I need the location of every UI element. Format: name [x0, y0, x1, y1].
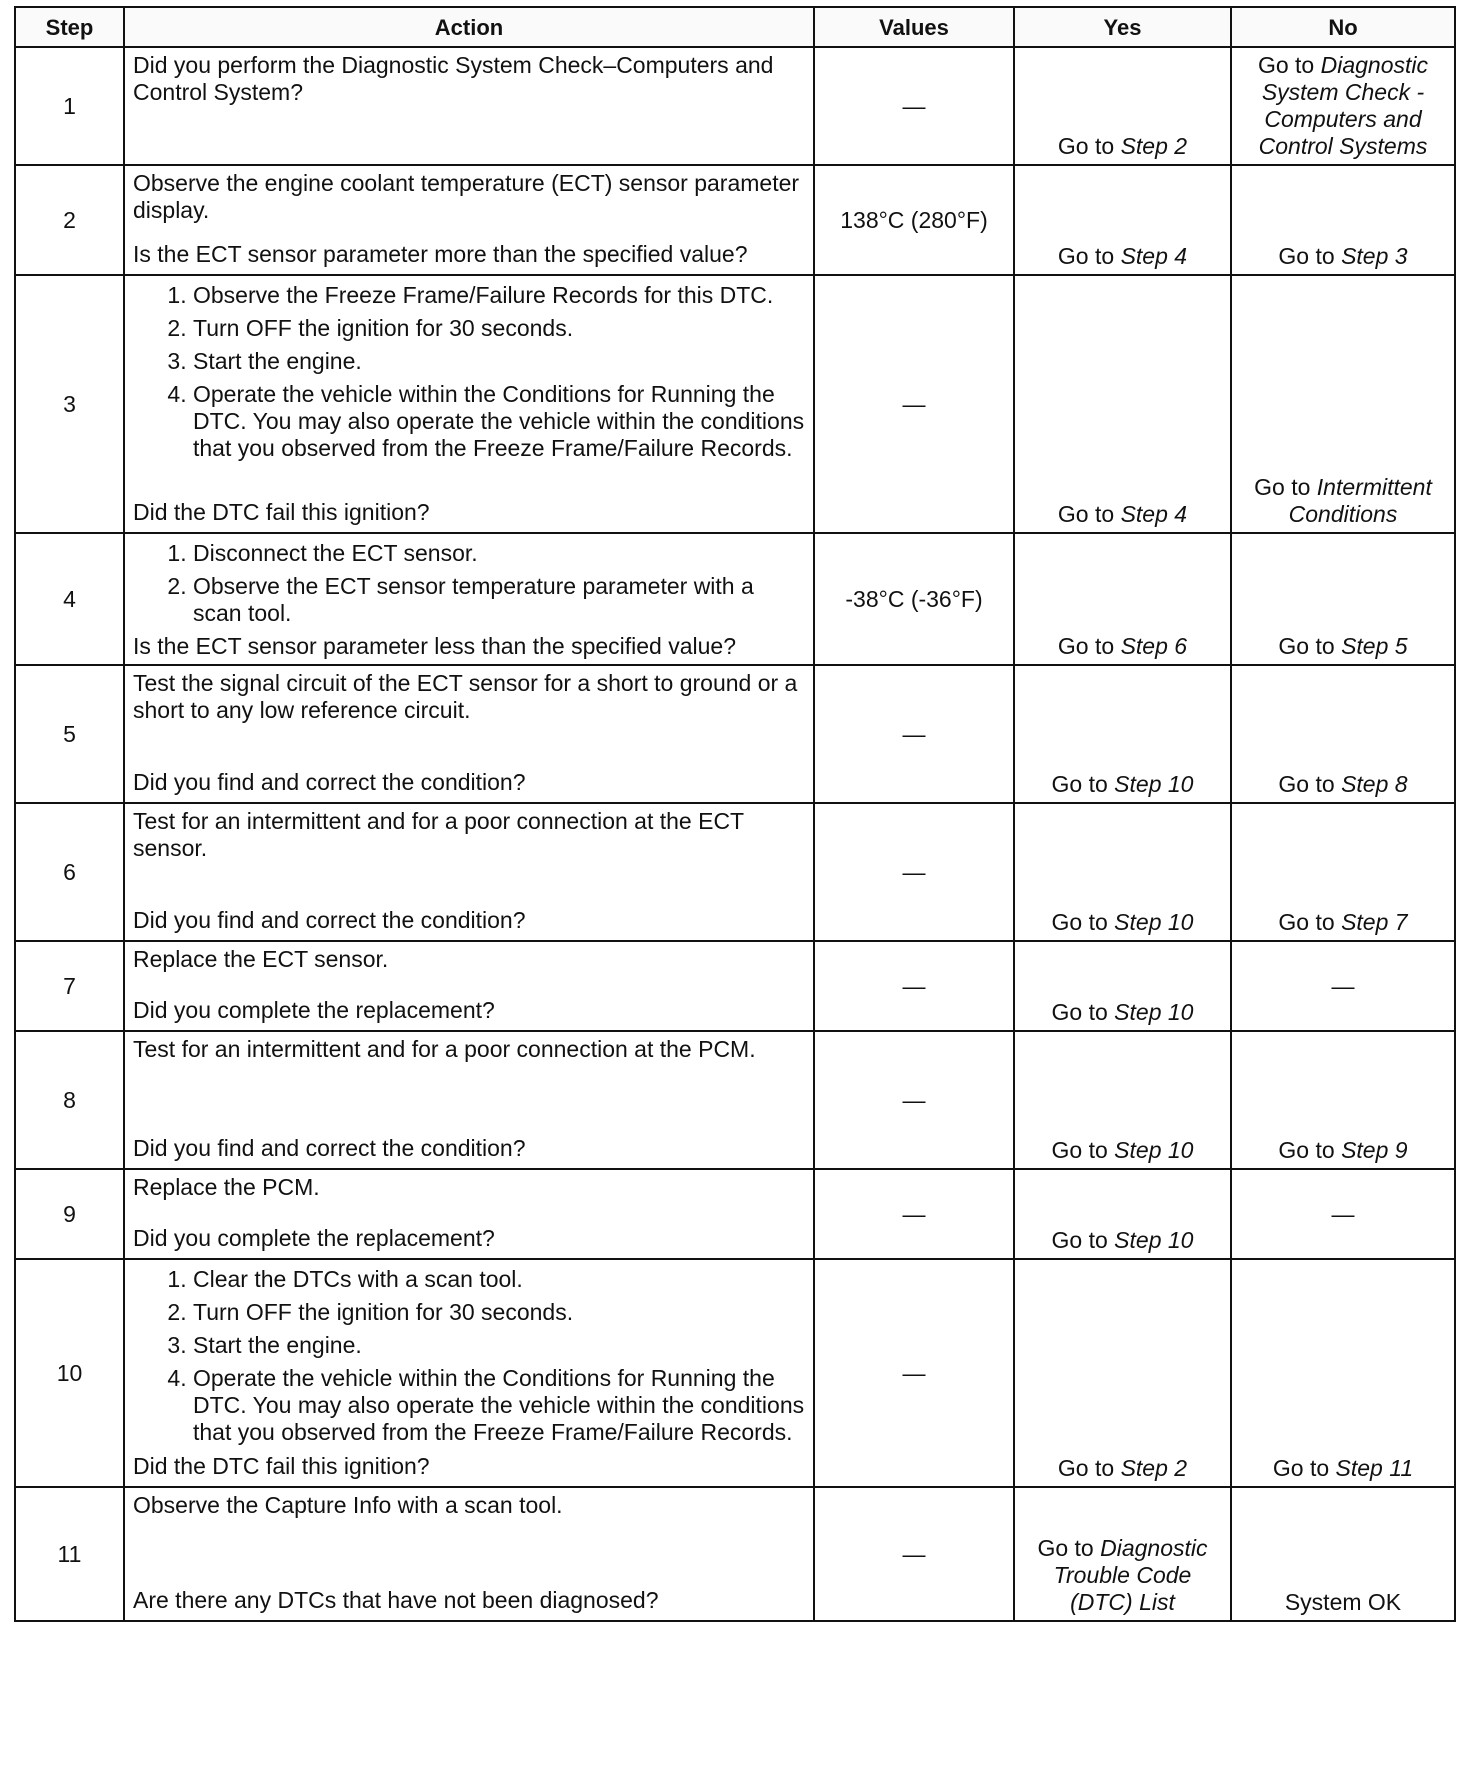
no-dash: — — [1331, 972, 1355, 999]
no-result: System OK — [1284, 1589, 1402, 1615]
action-instructions — [133, 1264, 805, 1452]
action-question: Did you find and correct the condition? — [133, 1135, 526, 1161]
table-row — [15, 665, 1455, 803]
action-text: Test for an intermittent and for a poor connection at the PCM. — [133, 1036, 756, 1062]
yes-target-link[interactable]: Step 10 — [1114, 771, 1194, 797]
yes-prefix: Go to — [1057, 501, 1121, 527]
action-instructions — [133, 1174, 805, 1201]
action-question: Are there any DTCs that have not been diagnosed? — [133, 1587, 659, 1613]
action-question: Did the DTC fail this ignition? — [133, 499, 430, 525]
action-step-list — [133, 282, 805, 462]
yes-target-link[interactable]: Step 10 — [1114, 1227, 1194, 1253]
step-number: 5 — [15, 665, 124, 803]
action-step-item: 2. Turn OFF the ignition for 30 seconds. — [193, 1299, 805, 1326]
yes-target-link[interactable]: Step 10 — [1114, 909, 1194, 935]
no-target-link[interactable]: Step 7 — [1341, 909, 1408, 935]
header-values: Values — [814, 7, 1014, 47]
yes-prefix: Go to — [1051, 1227, 1115, 1253]
action-cell — [124, 941, 814, 1031]
no-prefix: Go to — [1257, 52, 1321, 78]
header-no: No — [1231, 7, 1455, 47]
action-text: Did you perform the Diagnostic System Check–Computers and Control System? — [133, 52, 774, 105]
action-content — [133, 1036, 805, 1162]
table-row — [15, 1259, 1455, 1487]
action-instructions — [133, 946, 805, 973]
action-text: Observe the engine coolant temperature (ECT) sensor parameter display. — [133, 170, 800, 223]
table-row — [15, 1169, 1455, 1259]
no-cell — [1231, 803, 1455, 941]
no-prefix: Go to — [1278, 243, 1342, 269]
yes-cell — [1014, 941, 1231, 1031]
yes-cell — [1014, 803, 1231, 941]
yes-cell — [1014, 1169, 1231, 1259]
action-instructions — [133, 52, 805, 106]
yes-prefix: Go to — [1051, 999, 1115, 1025]
action-content — [133, 280, 805, 526]
no-cell — [1231, 1487, 1455, 1621]
yes-cell — [1014, 165, 1231, 275]
yes-cell — [1014, 1487, 1231, 1621]
yes-target-link[interactable]: Step 4 — [1120, 243, 1188, 269]
yes-target-link[interactable]: Step 4 — [1120, 501, 1188, 527]
action-cell — [124, 665, 814, 803]
table-row — [15, 941, 1455, 1031]
action-step-item: 2. Turn OFF the ignition for 30 seconds. — [193, 315, 805, 342]
yes-prefix: Go to — [1057, 133, 1121, 159]
action-text: Observe the Capture Info with a scan tool. — [133, 1492, 563, 1518]
table-row — [15, 533, 1455, 665]
action-content — [133, 170, 805, 268]
no-prefix: Go to — [1278, 633, 1342, 659]
action-instructions — [133, 670, 805, 724]
action-step-item: 1. Disconnect the ECT sensor. — [193, 540, 805, 567]
yes-prefix: Go to — [1051, 1137, 1115, 1163]
table-row — [15, 803, 1455, 941]
action-content — [133, 808, 805, 934]
yes-target-link[interactable]: Step 2 — [1120, 133, 1188, 159]
action-question: Did you find and correct the condition? — [133, 907, 526, 933]
no-target-link[interactable]: Step 11 — [1335, 1455, 1414, 1481]
no-cell — [1231, 1169, 1455, 1259]
action-step-item: 1. Observe the Freeze Frame/Failure Records for this DTC. — [193, 282, 805, 309]
value-cell: — — [814, 1169, 1014, 1259]
action-cell — [124, 803, 814, 941]
action-text: Test for an intermittent and for a poor connection at the ECT sensor. — [133, 808, 744, 861]
no-cell — [1231, 533, 1455, 665]
yes-target-link[interactable]: Step 2 — [1120, 1455, 1188, 1481]
action-question: Did the DTC fail this ignition? — [133, 1453, 430, 1479]
value-cell: — — [814, 47, 1014, 165]
header-row — [15, 7, 1455, 47]
yes-target-link[interactable]: Step 10 — [1114, 999, 1194, 1025]
value-cell: 138°C (280°F) — [814, 165, 1014, 275]
table-row — [15, 275, 1455, 533]
step-number: 2 — [15, 165, 124, 275]
no-prefix: Go to — [1272, 1455, 1336, 1481]
header-yes: Yes — [1014, 7, 1231, 47]
step-number: 7 — [15, 941, 124, 1031]
yes-prefix: Go to — [1051, 771, 1115, 797]
header-action: Action — [124, 7, 814, 47]
value-cell: — — [814, 941, 1014, 1031]
action-cell — [124, 1259, 814, 1487]
no-cell — [1231, 165, 1455, 275]
step-number: 4 — [15, 533, 124, 665]
yes-cell — [1014, 1259, 1231, 1487]
value-cell: — — [814, 1259, 1014, 1487]
yes-prefix: Go to — [1057, 243, 1121, 269]
value-cell: — — [814, 803, 1014, 941]
action-instructions — [133, 170, 805, 224]
action-step-item: 3. Start the engine. — [193, 348, 805, 375]
action-step-item: 1. Clear the DTCs with a scan tool. — [193, 1266, 805, 1293]
action-step-item: 4. Operate the vehicle within the Conditions for Running the DTC. You may also operate the vehicle within the conditions that you observed from the Freeze Frame/Failure Records. — [193, 1365, 805, 1446]
action-text: Replace the PCM. — [133, 1174, 320, 1200]
no-cell — [1231, 941, 1455, 1031]
no-cell — [1231, 275, 1455, 533]
action-content — [133, 538, 805, 660]
table-row — [15, 165, 1455, 275]
yes-cell — [1014, 665, 1231, 803]
yes-target-link[interactable]: Step 6 — [1120, 633, 1188, 659]
no-cell — [1231, 665, 1455, 803]
table-row — [15, 1031, 1455, 1169]
no-dash: — — [1331, 1200, 1355, 1227]
value-cell: — — [814, 275, 1014, 533]
diagnostic-table — [14, 6, 1456, 1622]
action-question: Is the ECT sensor parameter less than the specified value? — [133, 633, 737, 659]
yes-prefix: Go to — [1037, 1535, 1101, 1561]
no-target-link[interactable]: Step 8 — [1341, 771, 1408, 797]
step-number: 8 — [15, 1031, 124, 1169]
step-number: 9 — [15, 1169, 124, 1259]
action-content — [133, 52, 805, 150]
no-target-link[interactable]: Diagnostic System Check - Computers and Control Systems — [1258, 52, 1429, 159]
action-instructions — [133, 1036, 805, 1063]
action-content — [133, 1492, 805, 1614]
yes-target-link[interactable]: Step 10 — [1114, 1137, 1194, 1163]
yes-cell — [1014, 1031, 1231, 1169]
no-prefix: Go to — [1278, 771, 1342, 797]
action-step-list — [133, 540, 805, 627]
action-step-item: 4. Operate the vehicle within the Conditions for Running the DTC. You may also operate the vehicle within the conditions that you observed from the Freeze Frame/Failure Records. — [193, 381, 805, 462]
action-cell — [124, 47, 814, 165]
yes-prefix: Go to — [1057, 633, 1121, 659]
action-content — [133, 1264, 805, 1480]
value-cell: -38°C (-36°F) — [814, 533, 1014, 665]
action-cell — [124, 533, 814, 665]
step-number: 11 — [15, 1487, 124, 1621]
step-number: 6 — [15, 803, 124, 941]
no-prefix: Go to — [1278, 1137, 1342, 1163]
header-step: Step — [15, 7, 124, 47]
no-prefix: Go to — [1254, 474, 1317, 500]
yes-cell — [1014, 47, 1231, 165]
step-number: 10 — [15, 1259, 124, 1487]
yes-prefix: Go to — [1057, 1455, 1121, 1481]
yes-cell — [1014, 533, 1231, 665]
yes-cell — [1014, 275, 1231, 533]
no-target-link[interactable]: Step 9 — [1341, 1137, 1408, 1163]
action-content — [133, 946, 805, 1024]
action-instructions — [133, 538, 805, 633]
no-target-link[interactable]: Step 3 — [1341, 243, 1408, 269]
table-row — [15, 1487, 1455, 1621]
action-cell — [124, 1487, 814, 1621]
yes-prefix: Go to — [1051, 909, 1115, 935]
action-question: Did you complete the replacement? — [133, 1225, 495, 1251]
action-cell — [124, 1169, 814, 1259]
yes-target-link[interactable]: Diagnostic Trouble Code (DTC) List — [1053, 1535, 1208, 1615]
no-target-link[interactable]: Intermittent Conditions — [1288, 474, 1432, 527]
action-step-list — [133, 1266, 805, 1446]
action-question: Did you find and correct the condition? — [133, 769, 526, 795]
action-question: Did you complete the replacement? — [133, 997, 495, 1023]
action-cell — [124, 275, 814, 533]
no-prefix: Go to — [1278, 909, 1342, 935]
no-cell — [1231, 1259, 1455, 1487]
no-target-link[interactable]: Step 5 — [1341, 633, 1408, 659]
action-content — [133, 670, 805, 796]
action-instructions — [133, 808, 805, 862]
no-cell — [1231, 47, 1455, 165]
value-cell: — — [814, 1031, 1014, 1169]
no-cell — [1231, 1031, 1455, 1169]
value-cell: — — [814, 665, 1014, 803]
action-step-item: 2. Observe the ECT sensor temperature parameter with a scan tool. — [193, 573, 805, 627]
value-cell: — — [814, 1487, 1014, 1621]
action-cell — [124, 165, 814, 275]
action-step-item: 3. Start the engine. — [193, 1332, 805, 1359]
action-instructions — [133, 280, 805, 468]
step-number: 3 — [15, 275, 124, 533]
table-row — [15, 47, 1455, 165]
action-question: Is the ECT sensor parameter more than the specified value? — [133, 241, 748, 267]
action-instructions — [133, 1492, 805, 1519]
action-text: Test the signal circuit of the ECT sensor for a short to ground or a short to any low reference circuit. — [133, 670, 798, 723]
action-text: Replace the ECT sensor. — [133, 946, 389, 972]
action-cell — [124, 1031, 814, 1169]
action-content — [133, 1174, 805, 1252]
step-number: 1 — [15, 47, 124, 165]
